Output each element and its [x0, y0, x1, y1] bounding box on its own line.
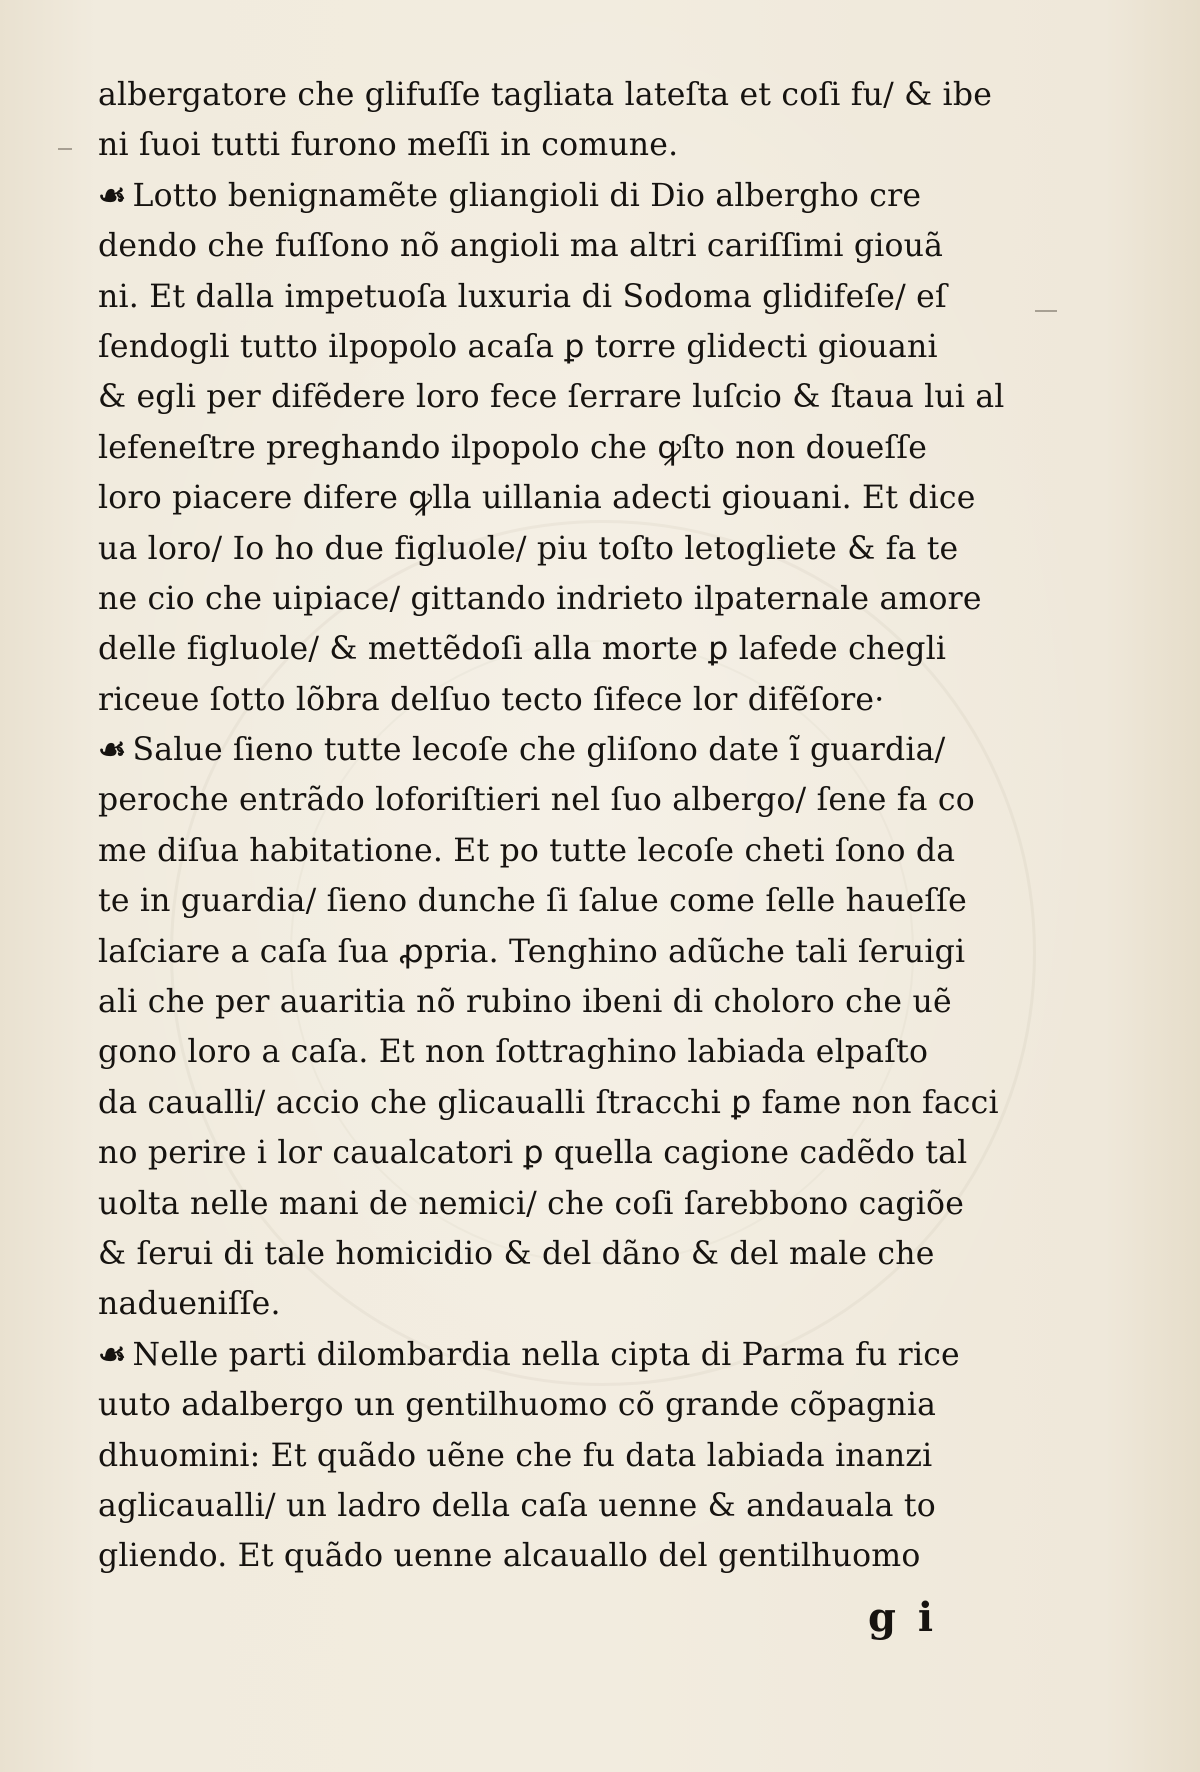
line-text: nadueniſſe. — [98, 1286, 281, 1323]
text-line — [98, 120, 1018, 170]
text-line — [98, 1279, 1018, 1329]
margin-mark — [1035, 310, 1057, 312]
line-text: gliendo. Et quãdo uenne alcauallo del gentilhuomo — [98, 1538, 921, 1575]
line-text: dendo che fuſſono nõ angioli ma altri cariſſimi giouã — [98, 228, 944, 265]
text-line — [98, 171, 1018, 221]
paragraph-mark-icon: ☙ — [98, 731, 127, 769]
text-line — [98, 977, 1018, 1027]
line-text: & ſerui di tale homicidio & del dãno & del male che — [98, 1235, 935, 1272]
line-text: ua loro/ Io ho due figluole/ piu toſto letogliete & fa te — [98, 530, 959, 567]
line-text: no perire i lor caualcatori ꝑ quella cagione cadẽdo tal — [98, 1135, 968, 1172]
line-text: Salue ſieno tutte lecoſe che gliſono date ĩ guardia/ — [132, 732, 946, 769]
line-text: riceue ſotto lõbra delſuo tecto ſifece lor difẽſore· — [98, 681, 885, 718]
text-line — [98, 675, 1018, 725]
line-text: & egli per difẽdere loro fece ſerrare luſcio & ſtaua lui al — [98, 379, 1005, 416]
text-column — [98, 70, 1018, 1582]
line-text: peroche entrãdo loforiſtieri nel ſuo albergo/ ſene fa co — [98, 782, 975, 819]
line-text: me diſua habitatione. Et po tutte lecoſe cheti ſono da — [98, 832, 956, 869]
line-text: aglicaualli/ un ladro della caſa uenne & andauala to — [98, 1487, 936, 1524]
line-text: lefeneſtre preghando ilpopolo che ꝙſto non doueſſe — [98, 429, 928, 466]
text-line — [98, 1481, 1018, 1531]
text-line — [98, 927, 1018, 977]
text-line — [98, 423, 1018, 473]
line-text: albergatore che glifuſſe tagliata lateſta et coſi fu/ & ibe — [98, 77, 993, 113]
line-text: laſciare a caſa ſua ꝓpria. Tenghino adũche tali ſeruigi — [98, 933, 966, 970]
text-line — [98, 322, 1018, 372]
line-text: uuto adalbergo un gentilhuomo cõ grande cõpagnia — [98, 1387, 937, 1424]
text-line — [98, 574, 1018, 624]
text-line — [98, 372, 1018, 422]
text-line — [98, 725, 1018, 775]
text-line — [98, 876, 1018, 926]
line-text: gono loro a caſa. Et non ſottraghino labiada elpaſto — [98, 1034, 929, 1071]
text-line — [98, 826, 1018, 876]
line-text: Lotto benignamẽte gliangioli di Dio albergho cre — [132, 177, 922, 214]
text-line — [98, 624, 1018, 674]
margin-mark — [58, 148, 72, 150]
line-text: uolta nelle mani de nemici/ che coſi ſarebbono cagiõe — [98, 1185, 965, 1222]
line-text: ne cio che uipiace/ gittando indrieto ilpaternale amore — [98, 580, 982, 617]
text-line — [98, 1431, 1018, 1481]
line-text: delle figluole/ & mettẽdoſi alla morte ꝑ lafede chegli — [98, 631, 947, 668]
line-text: ni ſuoi tutti furono meſſi in comune. — [98, 127, 679, 164]
paragraph-mark-icon: ☙ — [98, 1335, 127, 1373]
text-line — [98, 221, 1018, 271]
line-text: ali che per auaritia nõ rubino ibeni di choloro che uẽ — [98, 984, 952, 1021]
line-text: Nelle parti dilombardia nella cipta di Parma fu rice — [132, 1336, 960, 1373]
text-line — [98, 1229, 1018, 1279]
text-line — [98, 1027, 1018, 1077]
line-text: te in guardia/ ſieno dunche ſi ſalue come ſelle haueſſe — [98, 883, 967, 920]
line-text: ni. Et dalla impetuoſa luxuria di Sodoma glidifeſe/ eſ — [98, 278, 947, 315]
text-line — [98, 1128, 1018, 1178]
text-line — [98, 524, 1018, 574]
text-line — [98, 1380, 1018, 1430]
text-line — [98, 1330, 1018, 1380]
text-line — [98, 1179, 1018, 1229]
text-line — [98, 1078, 1018, 1128]
signature-mark: g i — [868, 1594, 938, 1641]
line-text: dhuomini: Et quãdo uẽne che fu data labiada inanzi — [98, 1437, 933, 1474]
line-text: da caualli/ accio che glicaualli ſtracchi ꝑ fame non facci — [98, 1084, 999, 1121]
text-line — [98, 70, 1018, 120]
line-text: loro piacere difere ꝙlla uillania adecti giouani. Et dice — [98, 480, 976, 517]
text-line — [98, 473, 1018, 523]
text-line — [98, 1531, 1018, 1581]
text-line — [98, 775, 1018, 825]
line-text: ſendogli tutto ilpopolo acaſa ꝑ torre glidecti giouani — [98, 328, 938, 365]
text-line — [98, 272, 1018, 322]
paragraph-mark-icon: ☙ — [98, 176, 127, 214]
